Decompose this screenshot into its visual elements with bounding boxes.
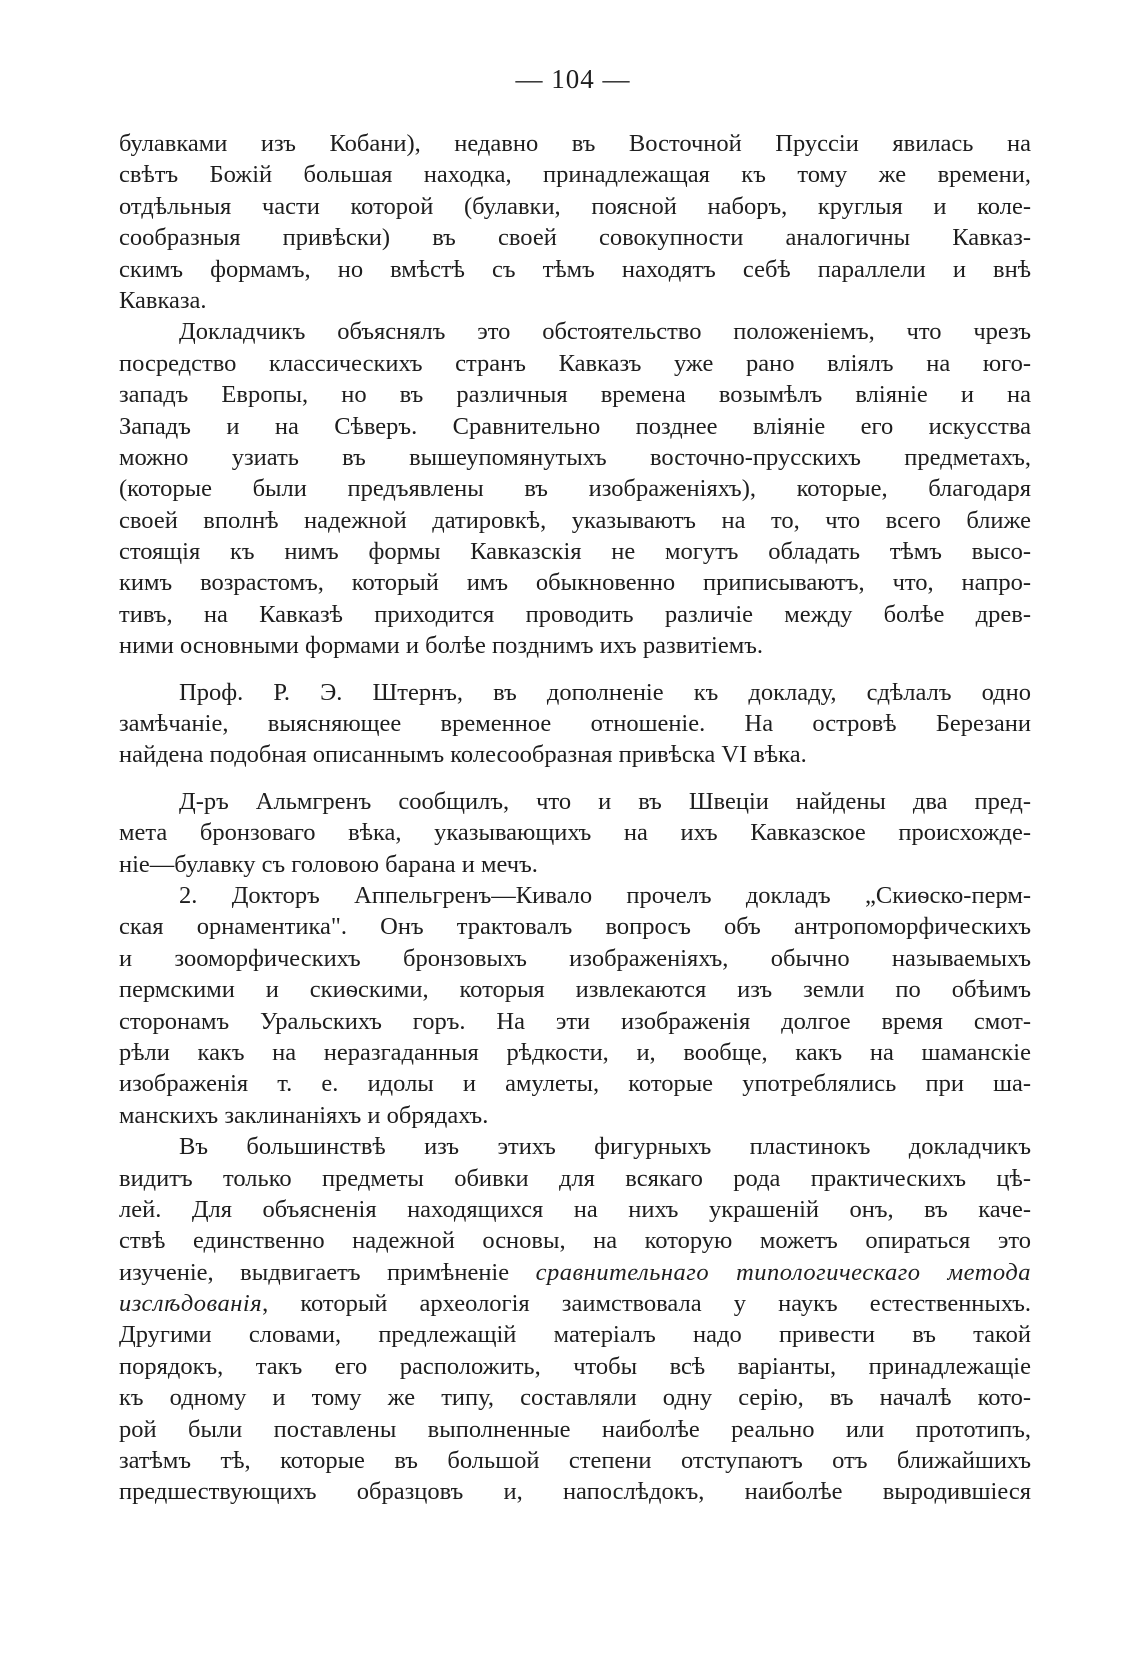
text-line: сторонамъ Уральскихъ горъ. На эти изображенія долгое время смот- xyxy=(119,1007,1031,1035)
text-line: найдена подобная описаннымъ колесообразная привѣска VI вѣка. xyxy=(119,741,807,769)
text-line: свѣтъ Божій большая находка, принадлежащая къ тому же времени, xyxy=(119,161,1031,189)
text-line: ними основными формами и болѣе позднимъ ихъ развитіемъ. xyxy=(119,632,764,660)
text-line: посредство классическихъ странъ Кавказъ уже рано вліялъ на юго- xyxy=(119,349,1031,377)
text-line-with-italic xyxy=(119,1288,1031,1319)
text-line: булавками изъ Кобани), недавно въ Восточной Пруссіи явилась на xyxy=(119,130,1031,157)
text-line: пермскими и скиѳскими, которыя извлекаются изъ земли по обѣимъ xyxy=(119,976,1031,1004)
text-line: ская орнаментика". Онъ трактовалъ вопросъ объ антропоморфическихъ xyxy=(119,913,1031,941)
text-line: видитъ только предметы обивки для всякаго рода практическихъ цѣ- xyxy=(119,1164,1031,1192)
text-line: Д-ръ Альмгренъ сообщилъ, что и въ Швеціи найдены два пред- xyxy=(179,787,1031,815)
paragraph-6 xyxy=(119,1131,1031,1508)
text-segment: , который археологія заимствовала у наукъ естественныхъ. xyxy=(262,1290,1031,1318)
text-line: ніе—булавку съ головою барана и мечъ. xyxy=(119,850,538,878)
text-line: рѣли какъ на неразгаданныя рѣдкости, и, вообще, какъ на шаманскіе xyxy=(119,1038,1031,1066)
text-line: отдѣльныя части которой (булавки, поясной наборъ, круглыя и коле- xyxy=(119,192,1031,220)
text-line: рой были поставлены выполненные наиболѣе реально или прототипъ, xyxy=(119,1415,1031,1443)
text-line: манскихъ заклинаніяхъ и обрядахъ. xyxy=(119,1101,489,1129)
body-text xyxy=(119,128,1031,1508)
text-line: мета бронзоваго вѣка, указывающихъ на ихъ Кавказское происхожде- xyxy=(119,819,1031,847)
text-line: западъ Европы, но въ различныя времена возымѣлъ вліяніе и на xyxy=(119,381,1031,409)
text-segment: изученіе, выдвигаетъ примѣненіе xyxy=(119,1258,536,1286)
text-line: изображенія т. е. идолы и амулеты, которые употреблялись при ша- xyxy=(119,1070,1031,1098)
paragraph-spacer xyxy=(119,771,1031,786)
text-line: и зооморфическихъ бронзовыхъ изображеніяхъ, обычно называемыхъ xyxy=(119,944,1031,972)
italic-phrase: изслѣдованія xyxy=(119,1290,263,1318)
text-line: затѣмъ тѣ, которые въ большой степени отступаютъ отъ ближайшихъ xyxy=(119,1447,1031,1475)
text-line: лей. Для объясненія находящихся на нихъ украшеній онъ, въ каче- xyxy=(119,1195,1031,1223)
text-line: замѣчаніе, выясняющее временное отношеніе. На островѣ Березани xyxy=(119,710,1031,738)
text-line: Въ большинствѣ изъ этихъ фигурныхъ пластинокъ докладчикъ xyxy=(179,1133,1031,1161)
paragraph-5 xyxy=(119,880,1031,1131)
paragraph-3 xyxy=(119,677,1031,771)
text-line: стоящія къ нимъ формы Кавказскія не могутъ обладать тѣмъ высо- xyxy=(119,538,1031,566)
text-line-with-italic xyxy=(119,1257,1031,1288)
text-line: скимъ формамъ, но вмѣстѣ съ тѣмъ находятъ себѣ параллели и внѣ xyxy=(119,255,1031,283)
paragraph-1 xyxy=(119,128,1031,316)
text-line: Западъ и на Сѣверъ. Сравнительно позднее вліяніе его искусства xyxy=(119,412,1031,440)
text-line: къ одному и тому же типу, составляли одну серію, въ началѣ кото- xyxy=(119,1384,1031,1412)
paragraph-spacer xyxy=(119,662,1031,677)
text-line: Кавказа. xyxy=(119,286,207,314)
text-line: ствѣ единственно надежной основы, на которую можетъ опираться это xyxy=(119,1227,1031,1255)
text-line: тивъ, на Кавказѣ приходится проводить различіе между болѣе древ- xyxy=(119,600,1031,628)
text-line: своей вполнѣ надежной датировкѣ, указываютъ на то, что всего ближе xyxy=(119,506,1031,534)
text-line: можно узиать въ вышеупомянутыхъ восточно-прусскихъ предметахъ, xyxy=(119,443,1031,471)
text-line: порядокъ, такъ его расположить, чтобы всѣ варіанты, принадлежащіе xyxy=(119,1352,1031,1380)
text-line: Докладчикъ объяснялъ это обстоятельство положеніемъ, что чрезъ xyxy=(179,318,1031,346)
text-line: кимъ возрастомъ, который имъ обыкновенно приписываютъ, что, напро- xyxy=(119,569,1031,597)
paragraph-4 xyxy=(119,786,1031,880)
text-line: Проф. Р. Э. Штернъ, въ дополненіе къ докладу, сдѣлалъ одно xyxy=(179,678,1031,706)
italic-phrase: сравнительнаго типологическаго метода xyxy=(535,1258,1031,1286)
paragraph-2 xyxy=(119,316,1031,661)
text-line: (которые были предъявлены въ изображеніяхъ), которые, благодаря xyxy=(119,475,1031,503)
page-number: — 104 — xyxy=(515,64,631,94)
text-line: Другими словами, предлежащій матеріалъ надо привести въ такой xyxy=(119,1321,1031,1349)
text-line: сообразныя привѣски) въ своей совокупности аналогичны Кавказ- xyxy=(119,224,1031,252)
text-line: 2. Докторъ Аппельгренъ—Кивало прочелъ докладъ „Скиѳско-перм- xyxy=(179,881,1031,909)
text-line: предшествующихъ образцовъ и, напослѣдокъ, наиболѣе выродившіеся xyxy=(119,1478,1031,1506)
